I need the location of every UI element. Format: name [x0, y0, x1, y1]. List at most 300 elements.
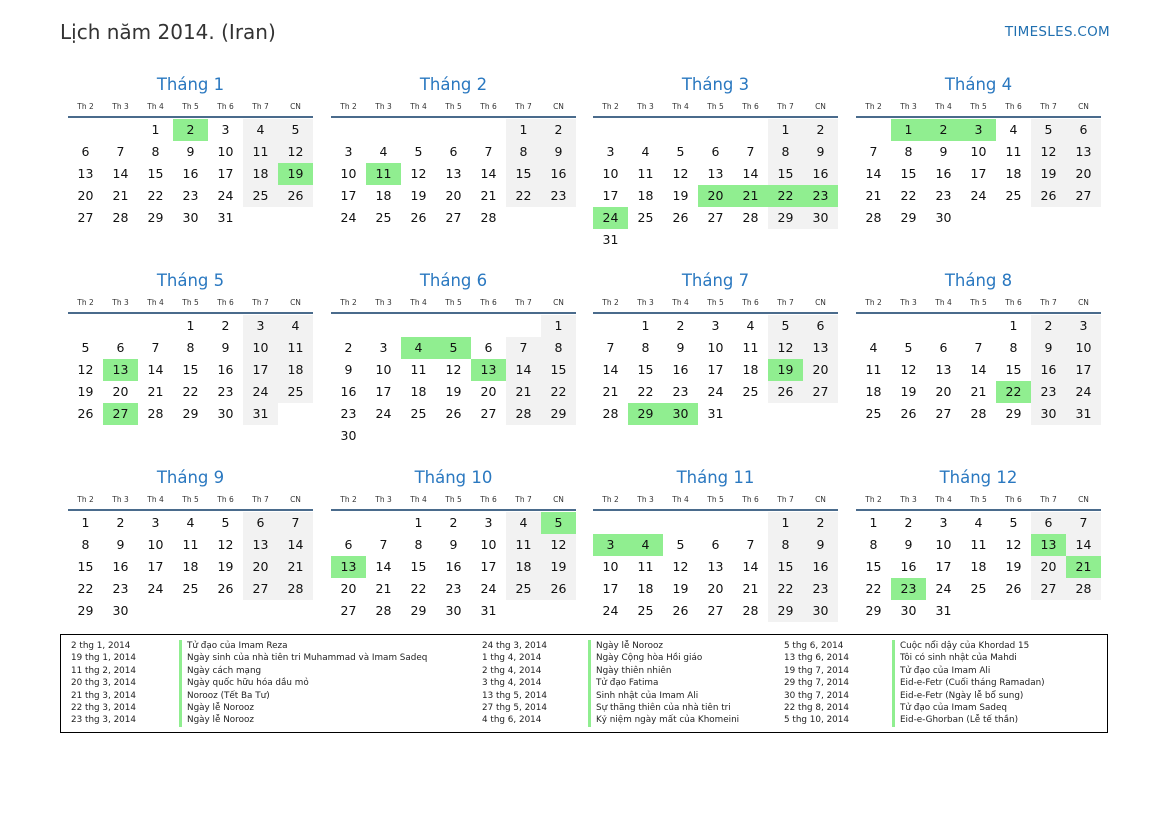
- day-grid: [331, 119, 576, 229]
- day-cell: 3: [221, 122, 230, 137]
- month-name: Tháng 10: [414, 468, 493, 487]
- empty-cell: [506, 315, 541, 337]
- weekday-label: CN: [815, 298, 826, 307]
- day-cell: 25: [970, 581, 987, 596]
- day-cell: 7: [1066, 512, 1101, 534]
- day-cell: 15: [541, 359, 576, 381]
- day-cell: 4: [506, 512, 541, 534]
- holiday-day-cell: 21: [733, 185, 768, 207]
- day-cell: 13: [707, 166, 724, 181]
- weekday-header: [331, 295, 576, 314]
- month-block: [593, 466, 838, 622]
- empty-cell: [103, 315, 138, 337]
- day-cell: 20: [77, 188, 94, 203]
- day-cell: 7: [869, 144, 878, 159]
- day-cell: 20: [340, 581, 357, 596]
- legend-holiday-name: Eid-e-Ghorban (Lễ tế thần): [892, 714, 1018, 726]
- day-cell: 19: [541, 556, 576, 578]
- day-cell: 6: [711, 144, 720, 159]
- day-cell: 24: [970, 188, 987, 203]
- day-cell: 30: [217, 406, 234, 421]
- day-cell: 24: [480, 581, 497, 596]
- day-cell: 2: [221, 318, 230, 333]
- day-cell: 22: [77, 581, 94, 596]
- day-cell: 24: [602, 603, 619, 618]
- day-cell: 13: [707, 559, 724, 574]
- day-cell: 21: [602, 384, 619, 399]
- day-cell: 13: [935, 362, 952, 377]
- holiday-day-cell: 29: [628, 403, 663, 425]
- day-cell: 11: [278, 337, 313, 359]
- day-cell: 12: [768, 337, 803, 359]
- weekday-label: Th 2: [340, 495, 357, 504]
- weekday-label: Th 6: [480, 102, 497, 111]
- day-cell: 18: [970, 559, 987, 574]
- day-cell: 31: [935, 603, 952, 618]
- legend-holiday-name: Ngày cách mạng: [179, 665, 261, 677]
- weekday-header: [593, 492, 838, 511]
- day-cell: 6: [484, 340, 493, 355]
- weekday-label: CN: [290, 495, 301, 504]
- empty-cell: [663, 119, 698, 141]
- month-name: Tháng 2: [419, 75, 488, 94]
- day-cell: 14: [506, 359, 541, 381]
- day-cell: 10: [375, 362, 392, 377]
- weekday-label: Th 2: [602, 298, 619, 307]
- holiday-day-cell: 13: [103, 359, 138, 381]
- empty-cell: [891, 315, 926, 337]
- day-cell: 4: [641, 144, 650, 159]
- day-cell: 4: [869, 340, 878, 355]
- day-cell: 12: [278, 141, 313, 163]
- legend-date: 2 thg 1, 2014: [71, 641, 131, 651]
- day-cell: 9: [116, 537, 125, 552]
- holiday-day-cell: 4: [628, 534, 663, 556]
- day-cell: 3: [1066, 315, 1101, 337]
- day-cell: 10: [340, 166, 357, 181]
- weekday-label: Th 6: [742, 298, 759, 307]
- day-grid: [593, 119, 838, 251]
- weekday-label: CN: [553, 102, 564, 111]
- legend-holiday-name: Ngày sinh của nhà tiên tri Muhammad và Imam Sadeq: [179, 652, 427, 664]
- day-cell: 3: [606, 144, 615, 159]
- legend-date: 2 thg 4, 2014: [482, 665, 542, 676]
- weekday-header: [331, 492, 576, 511]
- day-cell: 9: [939, 144, 948, 159]
- legend-holiday-name: Kỷ niệm ngày mất của Khomeini: [588, 714, 739, 726]
- day-cell: 15: [637, 362, 654, 377]
- day-cell: 17: [970, 166, 987, 181]
- day-cell: 19: [1031, 163, 1066, 185]
- day-cell: 1: [541, 315, 576, 337]
- day-cell: 18: [243, 163, 278, 185]
- weekday-header: [856, 99, 1101, 118]
- month-block: [331, 269, 576, 447]
- empty-cell: [401, 119, 436, 141]
- legend-date: 29 thg 7, 2014: [784, 678, 849, 689]
- day-cell: 10: [480, 537, 497, 552]
- day-cell: 20: [1066, 163, 1101, 185]
- day-cell: 16: [445, 559, 462, 574]
- day-cell: 21: [147, 384, 164, 399]
- legend-holiday-name: Ngày thiên nhiên: [588, 665, 671, 677]
- day-cell: 30: [340, 428, 357, 443]
- day-cell: 30: [182, 210, 199, 225]
- weekday-label: Th 2: [77, 495, 94, 504]
- day-cell: 7: [151, 340, 160, 355]
- month-block: [68, 73, 313, 229]
- weekday-header: [68, 295, 313, 314]
- weekday-label: Th 4: [935, 102, 952, 111]
- day-cell: 23: [541, 185, 576, 207]
- day-cell: 24: [340, 210, 357, 225]
- legend-date: 19 thg 1, 2014: [71, 653, 136, 664]
- day-cell: 18: [1005, 166, 1022, 181]
- weekday-label: Th 4: [147, 495, 164, 504]
- legend-date: 4 thg 6, 2014: [482, 715, 542, 726]
- weekday-label: Th 3: [900, 298, 917, 307]
- day-cell: 11: [1005, 144, 1022, 159]
- day-cell: 8: [768, 141, 803, 163]
- day-cell: 22: [768, 578, 803, 600]
- weekday-label: CN: [1078, 102, 1089, 111]
- weekday-label: Th 3: [637, 298, 654, 307]
- month-name: Tháng 8: [944, 271, 1013, 290]
- day-cell: 26: [77, 406, 94, 421]
- day-cell: 5: [1009, 515, 1018, 530]
- month-block: [856, 466, 1101, 622]
- day-cell: 17: [340, 188, 357, 203]
- day-cell: 22: [182, 384, 199, 399]
- day-cell: 18: [278, 359, 313, 381]
- holiday-day-cell: 24: [593, 207, 628, 229]
- legend-holiday-name: Eid-e-Fetr (Cuối tháng Ramadan): [892, 677, 1045, 689]
- weekday-label: CN: [290, 102, 301, 111]
- day-cell: 21: [742, 581, 759, 596]
- weekday-label: Th 2: [602, 495, 619, 504]
- weekday-label: Th 4: [672, 298, 689, 307]
- day-cell: 28: [970, 406, 987, 421]
- day-grid: [856, 512, 1101, 622]
- day-cell: 31: [243, 403, 278, 425]
- day-cell: 24: [147, 581, 164, 596]
- month-name: Tháng 3: [681, 75, 750, 94]
- day-cell: 26: [672, 603, 689, 618]
- month-block: [331, 466, 576, 622]
- day-cell: 8: [541, 337, 576, 359]
- day-cell: 14: [147, 362, 164, 377]
- day-cell: 9: [676, 340, 685, 355]
- month-block: [593, 269, 838, 425]
- day-cell: 17: [935, 559, 952, 574]
- weekday-label: Th 7: [252, 102, 269, 111]
- day-cell: 20: [112, 384, 129, 399]
- legend-holiday-name: Sinh nhật của Imam Ali: [588, 690, 698, 702]
- holiday-day-cell: 13: [331, 556, 366, 578]
- day-cell: 2: [344, 340, 353, 355]
- day-cell: 1: [768, 512, 803, 534]
- day-cell: 25: [182, 581, 199, 596]
- day-cell: 23: [340, 406, 357, 421]
- day-cell: 22: [506, 185, 541, 207]
- day-cell: 3: [243, 315, 278, 337]
- day-cell: 27: [803, 381, 838, 403]
- holiday-day-cell: 13: [471, 359, 506, 381]
- weekday-header: [593, 99, 838, 118]
- holiday-day-cell: 5: [436, 337, 471, 359]
- day-cell: 18: [410, 384, 427, 399]
- holiday-day-cell: 5: [541, 512, 576, 534]
- day-cell: 28: [1066, 578, 1101, 600]
- day-cell: 30: [900, 603, 917, 618]
- day-cell: 20: [243, 556, 278, 578]
- day-cell: 15: [147, 166, 164, 181]
- day-cell: 17: [243, 359, 278, 381]
- weekday-label: Th 2: [865, 495, 882, 504]
- weekday-label: Th 5: [970, 298, 987, 307]
- month-name: Tháng 11: [676, 468, 755, 487]
- day-cell: 9: [1031, 337, 1066, 359]
- day-cell: 15: [1005, 362, 1022, 377]
- day-cell: 18: [637, 188, 654, 203]
- weekday-label: Th 6: [1005, 495, 1022, 504]
- weekday-label: Th 5: [445, 298, 462, 307]
- weekday-label: Th 2: [340, 298, 357, 307]
- empty-cell: [698, 119, 733, 141]
- day-cell: 5: [1031, 119, 1066, 141]
- day-cell: 14: [970, 362, 987, 377]
- weekday-label: CN: [815, 495, 826, 504]
- day-cell: 22: [637, 384, 654, 399]
- legend-holiday-name: Tử đạo của Imam Ali: [892, 665, 990, 677]
- day-cell: 25: [375, 210, 392, 225]
- day-cell: 20: [480, 384, 497, 399]
- day-cell: 27: [935, 406, 952, 421]
- weekday-label: Th 5: [445, 495, 462, 504]
- holiday-day-cell: 11: [366, 163, 401, 185]
- day-cell: 5: [414, 144, 423, 159]
- day-cell: 9: [803, 141, 838, 163]
- weekday-label: Th 3: [112, 102, 129, 111]
- empty-cell: [593, 512, 628, 534]
- day-cell: 7: [746, 537, 755, 552]
- empty-cell: [471, 119, 506, 141]
- day-cell: 7: [606, 340, 615, 355]
- day-cell: 26: [278, 185, 313, 207]
- day-cell: 19: [445, 384, 462, 399]
- day-cell: 1: [641, 318, 650, 333]
- weekday-label: Th 5: [445, 102, 462, 111]
- day-cell: 9: [904, 537, 913, 552]
- day-cell: 6: [1031, 512, 1066, 534]
- day-cell: 13: [77, 166, 94, 181]
- day-cell: 18: [182, 559, 199, 574]
- weekday-label: Th 6: [742, 102, 759, 111]
- day-cell: 7: [974, 340, 983, 355]
- legend-date: 13 thg 5, 2014: [482, 690, 547, 701]
- day-cell: 5: [81, 340, 90, 355]
- weekday-header: [68, 99, 313, 118]
- weekday-label: Th 5: [707, 298, 724, 307]
- day-cell: 4: [186, 515, 195, 530]
- weekday-label: Th 4: [410, 298, 427, 307]
- day-cell: 27: [1031, 578, 1066, 600]
- day-cell: 14: [742, 559, 759, 574]
- day-cell: 11: [742, 340, 759, 355]
- weekday-label: CN: [290, 298, 301, 307]
- empty-cell: [733, 512, 768, 534]
- day-cell: 26: [217, 581, 234, 596]
- day-cell: 12: [900, 362, 917, 377]
- day-cell: 11: [865, 362, 882, 377]
- weekday-label: Th 7: [252, 298, 269, 307]
- weekday-label: CN: [815, 102, 826, 111]
- empty-cell: [628, 119, 663, 141]
- weekday-label: Th 7: [515, 102, 532, 111]
- day-cell: 4: [1009, 122, 1018, 137]
- day-cell: 18: [742, 362, 759, 377]
- day-cell: 6: [939, 340, 948, 355]
- day-cell: 2: [676, 318, 685, 333]
- day-cell: 6: [344, 537, 353, 552]
- day-cell: 17: [217, 166, 234, 181]
- day-cell: 8: [869, 537, 878, 552]
- day-cell: 31: [602, 232, 619, 247]
- month-name: Tháng 9: [156, 468, 225, 487]
- day-cell: 11: [410, 362, 427, 377]
- day-cell: 3: [711, 318, 720, 333]
- day-cell: 2: [449, 515, 458, 530]
- day-cell: 1: [506, 119, 541, 141]
- day-cell: 20: [935, 384, 952, 399]
- legend-date: 30 thg 7, 2014: [784, 690, 849, 701]
- month-block: [856, 269, 1101, 425]
- weekday-label: Th 6: [480, 298, 497, 307]
- day-cell: 5: [221, 515, 230, 530]
- day-cell: 25: [506, 578, 541, 600]
- day-cell: 14: [112, 166, 129, 181]
- weekday-label: Th 5: [182, 102, 199, 111]
- day-cell: 9: [449, 537, 458, 552]
- day-cell: 17: [375, 384, 392, 399]
- legend-date: 11 thg 2, 2014: [71, 665, 136, 676]
- legend-holiday-name: Tôi có sinh nhật của Mahdi: [892, 652, 1017, 664]
- holiday-day-cell: 23: [891, 578, 926, 600]
- legend-holiday-name: Tử đạo Fatima: [588, 677, 658, 689]
- day-grid: [331, 512, 576, 622]
- day-cell: 22: [541, 381, 576, 403]
- day-cell: 9: [186, 144, 195, 159]
- day-cell: 13: [445, 166, 462, 181]
- day-cell: 3: [484, 515, 493, 530]
- day-cell: 29: [768, 600, 803, 622]
- holiday-day-cell: 19: [278, 163, 313, 185]
- day-cell: 29: [865, 603, 882, 618]
- holiday-day-cell: 20: [698, 185, 733, 207]
- day-cell: 30: [112, 603, 129, 618]
- weekday-label: Th 3: [375, 495, 392, 504]
- day-cell: 23: [1031, 381, 1066, 403]
- day-cell: 23: [803, 578, 838, 600]
- day-cell: 16: [112, 559, 129, 574]
- day-cell: 14: [375, 559, 392, 574]
- holiday-day-cell: 2: [926, 119, 961, 141]
- day-cell: 8: [81, 537, 90, 552]
- day-grid: [68, 512, 313, 622]
- day-cell: 6: [449, 144, 458, 159]
- day-grid: [593, 315, 838, 425]
- empty-cell: [856, 119, 891, 141]
- holiday-day-cell: 2: [173, 119, 208, 141]
- day-cell: 30: [1031, 403, 1066, 425]
- day-cell: 23: [217, 384, 234, 399]
- day-cell: 30: [445, 603, 462, 618]
- empty-cell: [331, 315, 366, 337]
- weekday-label: CN: [1078, 495, 1089, 504]
- brand-link[interactable]: TIMESLES.COM: [1004, 24, 1110, 40]
- day-cell: 1: [186, 318, 195, 333]
- day-cell: 5: [904, 340, 913, 355]
- day-cell: 9: [541, 141, 576, 163]
- day-cell: 21: [970, 384, 987, 399]
- day-cell: 14: [602, 362, 619, 377]
- weekday-header: [856, 492, 1101, 511]
- day-cell: 20: [445, 188, 462, 203]
- holiday-day-cell: 3: [961, 119, 996, 141]
- day-cell: 28: [742, 210, 759, 225]
- legend-holiday-name: Ngày lễ Norooz: [179, 702, 254, 714]
- day-cell: 3: [379, 340, 388, 355]
- weekday-label: CN: [553, 495, 564, 504]
- day-cell: 26: [1031, 185, 1066, 207]
- month-name: Tháng 7: [681, 271, 750, 290]
- day-cell: 18: [375, 188, 392, 203]
- legend-date: 1 thg 4, 2014: [482, 653, 542, 664]
- day-cell: 1: [414, 515, 423, 530]
- weekday-label: Th 4: [410, 495, 427, 504]
- day-cell: 8: [506, 141, 541, 163]
- empty-cell: [366, 512, 401, 534]
- day-cell: 28: [480, 210, 497, 225]
- empty-cell: [961, 315, 996, 337]
- weekday-label: Th 7: [777, 298, 794, 307]
- day-cell: 8: [768, 534, 803, 556]
- day-cell: 24: [243, 381, 278, 403]
- day-cell: 16: [935, 166, 952, 181]
- day-cell: 30: [935, 210, 952, 225]
- day-cell: 17: [1066, 359, 1101, 381]
- day-cell: 30: [803, 207, 838, 229]
- day-cell: 29: [77, 603, 94, 618]
- day-cell: 21: [278, 556, 313, 578]
- day-cell: 1: [768, 119, 803, 141]
- day-cell: 15: [182, 362, 199, 377]
- day-cell: 16: [803, 163, 838, 185]
- weekday-label: Th 2: [77, 298, 94, 307]
- day-cell: 12: [445, 362, 462, 377]
- day-cell: 10: [147, 537, 164, 552]
- empty-cell: [68, 119, 103, 141]
- day-cell: 8: [904, 144, 913, 159]
- day-cell: 10: [602, 166, 619, 181]
- day-cell: 10: [243, 337, 278, 359]
- weekday-label: Th 7: [515, 495, 532, 504]
- day-grid: [593, 512, 838, 622]
- weekday-label: Th 2: [602, 102, 619, 111]
- day-cell: 27: [77, 210, 94, 225]
- weekday-label: Th 7: [1040, 495, 1057, 504]
- day-cell: 21: [375, 581, 392, 596]
